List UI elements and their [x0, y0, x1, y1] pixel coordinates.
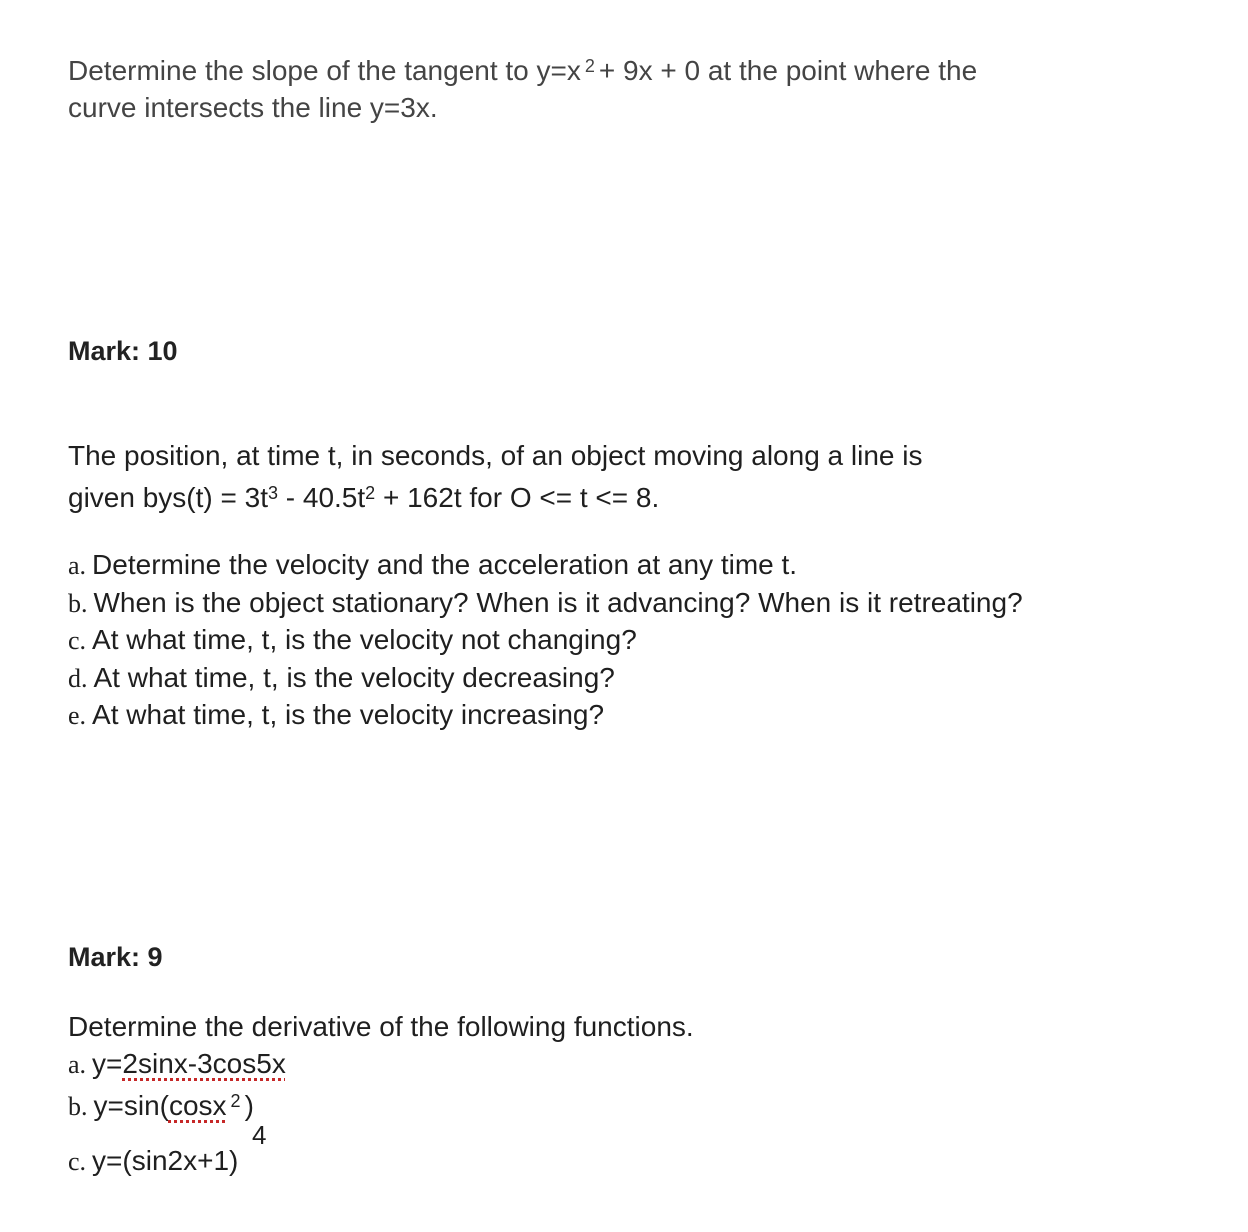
- function-label: a.: [68, 1049, 87, 1079]
- function-b-exponent: 2: [230, 1091, 241, 1111]
- mark-label-1: Mark: 10: [68, 336, 178, 366]
- question-1-text-start: Determine the slope of the tangent to y=x: [68, 55, 581, 86]
- function-a-prefix: y=: [92, 1047, 123, 1079]
- function-c: [68, 1143, 238, 1181]
- subpart-text: At what time, t, is the velocity decreasing?: [93, 661, 615, 693]
- position-function-part-1: given bys(t) = 3t: [68, 481, 268, 513]
- question-1-line-2: curve intersects the line y=3x.: [68, 91, 438, 123]
- exponent-3: 3: [267, 482, 278, 503]
- position-function-part-2: - 40.5t: [278, 481, 366, 513]
- subpart-text: When is the object stationary? When is it advancing? When is it retreating?: [93, 586, 1023, 618]
- subpart-label: c.: [68, 626, 87, 655]
- question-2: [68, 438, 922, 516]
- function-label: b.: [68, 1092, 88, 1121]
- function-c-expression: y=(sin2x+1): [92, 1145, 239, 1176]
- function-c-exponent: 4: [252, 1120, 267, 1150]
- subpart-d: [68, 660, 1023, 698]
- exponent-2: 2: [365, 482, 376, 503]
- question-1-line-1: [68, 48, 977, 90]
- mark-label-2: Mark: 9: [68, 942, 163, 972]
- subpart-text: At what time, t, is the velocity increasing?: [92, 699, 605, 730]
- subpart-text: Determine the velocity and the acceleration at any time t.: [92, 549, 798, 580]
- question-3: [68, 1009, 694, 1126]
- subpart-text: At what time, t, is the velocity not changing?: [92, 624, 637, 655]
- subpart-label: e.: [68, 701, 87, 730]
- question-2-line-1: The position, at time t, in seconds, of an object moving along a line is: [68, 440, 923, 471]
- function-b-prefix: y=sin(: [93, 1090, 169, 1121]
- question-3-intro: Determine the derivative of the following functions.: [68, 1011, 694, 1042]
- subpart-e: [68, 697, 1023, 735]
- question-2-line-2: [68, 475, 922, 517]
- function-b: [68, 1083, 694, 1126]
- function-b-expression: cosx: [168, 1090, 227, 1121]
- subpart-label: a.: [68, 551, 87, 580]
- subpart-a: [68, 547, 1023, 585]
- question-2-subparts: [68, 547, 1023, 735]
- function-label: c.: [68, 1147, 87, 1176]
- function-a-expression: 2sinx-3cos5x: [122, 1047, 286, 1079]
- subpart-c: [68, 622, 1023, 660]
- function-b-suffix: ): [244, 1090, 254, 1121]
- subpart-label: b.: [68, 588, 88, 618]
- function-a: [68, 1046, 694, 1084]
- question-1-text-end: + 9x + 0 at the point where the: [598, 55, 978, 86]
- question-1-exponent: 2: [584, 56, 595, 76]
- question-1: [68, 48, 977, 126]
- position-function-part-3: + 162t for O <= t <= 8.: [375, 481, 660, 513]
- subpart-label: d.: [68, 663, 88, 693]
- subpart-b: [68, 585, 1023, 623]
